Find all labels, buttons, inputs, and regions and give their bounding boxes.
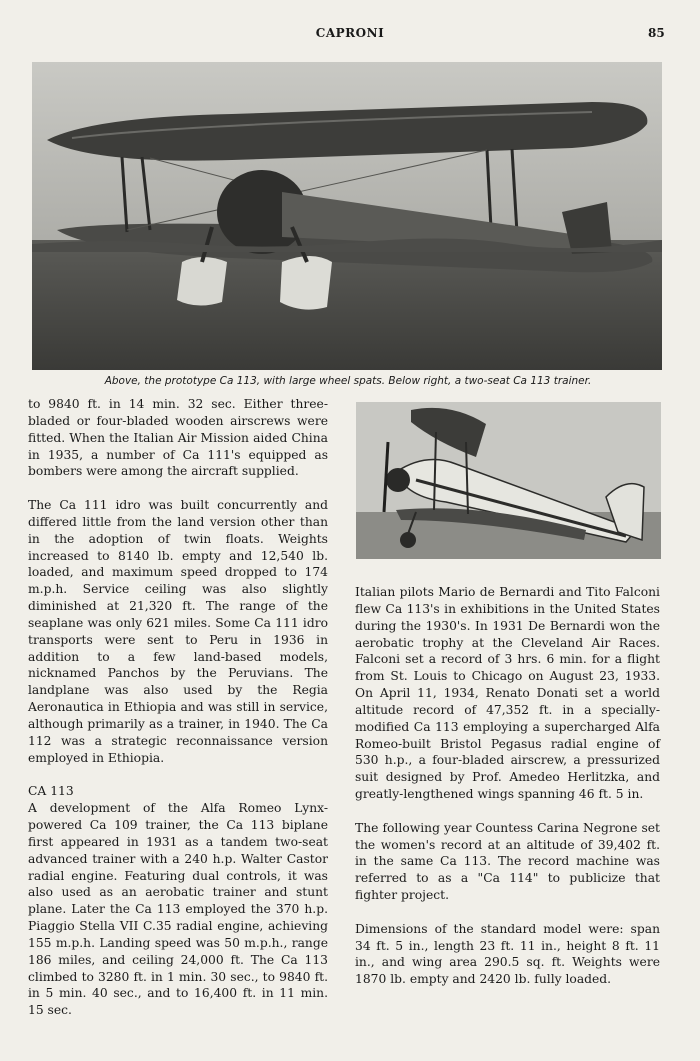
paragraph: Italian pilots Mario de Bernardi and Tito Falconi flew Ca 113's in exhibitions in the United States during the 1930's. In 1931 De Bernardi won the aerobatic trophy at the Cleveland Air Races. Falconi set a record of 3 hrs. 6 min. for a flight from St. Louis to Chicago on August 23, 1933. On April 11, 1934, Renato Donati set a world altitude record of 47,352 ft. in a specially-modified Ca 113 employing a supercharged Alfa Romeo-built Bristol Pegasus radial engine of 530 h.p., a four-bladed airscrew, a pressurized suit designed by Prof. Amedeo Herlitzka, and greatly-lengthened wings spanning 46 ft. 5 in.	[355, 585, 660, 802]
photo-ca113-trainer	[356, 402, 661, 559]
trainer-photo-illustration	[356, 402, 661, 559]
figure-caption: Above, the prototype Ca 113, with large wheel spats. Below right, a two-seat Ca 113 trainer.	[104, 375, 592, 387]
right-text-column	[355, 584, 660, 988]
paragraph: The following year Countess Carina Negrone set the women's record at an altitude of 39,402 ft. in the same Ca 113. The record machine was referred to as a "Ca 114" to publicize that fighter project.	[355, 820, 660, 903]
paragraph: A development of the Alfa Romeo Lynx-powered Ca 109 trainer, the Ca 113 biplane first appeared in 1931 as a tandem two-seat advanced trainer with a 240 h.p. Walter Castor radial engine. Featuring dual controls, it was also used as an aerobatic trainer and stunt plane. Later the Ca 113 employed the 370 h.p. Piaggio Stella VII C.35 radial engine, achieving 155 m.p.h. Landing speed was 50 m.p.h., range 186 miles, and ceiling 24,000 ft. The Ca 113 climbed to 3280 ft. in 1 min. 30 sec., to 9840 ft. in 5 min. 40 sec., and to 16,400 ft. in 11 min. 15 sec.	[28, 801, 328, 1018]
biplane-photo-illustration	[32, 62, 662, 370]
section-heading: CA 113	[28, 784, 74, 799]
paragraph: to 9840 ft. in 14 min. 32 sec. Either three-bladed or four-bladed wooden airscrews were fitted. When the Italian Air Mission aided China in 1935, a number of Ca 111's equipped as bombers were among the aircraft supplied.	[28, 397, 328, 479]
page-number: 85	[648, 26, 665, 40]
paragraph: The Ca 111 idro was built concurrently and differed little from the land version other than in the adoption of twin floats. Weights increased to 8140 lb. empty and 12,540 lb. loaded, and maximum speed dropped to 174 m.p.h. Service ceiling was also slightly diminished at 21,320 ft. The range of the seaplane was only 621 miles. Some Ca 111 idro transports were sent to Peru in 1936 in addition to a few land-based models, nicknamed Panchos by the Peruvians. The landplane was also used by the Regia Aeronautica in Ethiopia and was still in service, although primarily as a trainer, in 1940. The Ca 112 was a strategic reconnaissance version employed in Ethiopia.	[28, 498, 328, 765]
running-header: CAPRONI	[315, 26, 385, 40]
left-text-column	[28, 396, 328, 1019]
paragraph: Dimensions of the standard model were: span 34 ft. 5 in., length 23 ft. 11 in., height 8 ft. 11 in., and wing area 290.5 sq. ft. Weights were 1870 lb. empty and 2420 lb. fully loaded.	[355, 921, 660, 987]
photo-prototype-ca113	[32, 62, 662, 370]
